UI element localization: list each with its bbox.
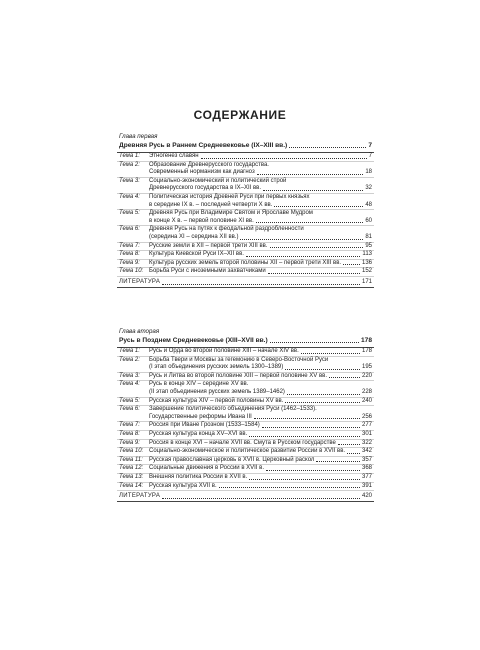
dot-leader (219, 487, 360, 488)
toc-entry (117, 357, 374, 373)
topic-title-text: Современный норманизм как диагноз (149, 169, 255, 176)
page-heading: СОДЕРЖАНИЕ (193, 108, 287, 122)
dot-leader (257, 174, 364, 175)
chapter-section (117, 133, 374, 288)
topic-title-line (149, 422, 372, 430)
toc-entry (117, 483, 374, 492)
topic-title-text: Этногенез славян (149, 153, 199, 159)
chapter-section (117, 328, 374, 502)
topic-page-number: 7 (368, 153, 372, 159)
topic-title-line (149, 457, 372, 465)
topic-title-line (149, 202, 372, 210)
topic-title-text: Русь и Орда во второй половине XIII – начале XIV вв. (149, 348, 299, 354)
chapter-label: Глава первая (119, 133, 158, 140)
topic-number: Тема 6: (119, 406, 140, 413)
topic-number: Тема 3: (119, 372, 140, 379)
topic-number: Тема 6: (119, 226, 140, 233)
topic-title-line (149, 440, 372, 448)
chapter-title: Русь в Позднем Средневековье (XIII–XVII вв.) (119, 337, 268, 344)
topic-title-line (149, 169, 372, 177)
topic-title-line (149, 348, 372, 356)
dot-leader (254, 418, 360, 419)
topic-title-line (149, 373, 372, 381)
topic-title-text: Россия в конце XVI – начале XVII вв. Смута в Русском государстве (149, 439, 336, 446)
dot-leader (263, 190, 363, 191)
topic-number: Тема 1: (119, 348, 140, 354)
topic-title-line (149, 448, 372, 456)
topic-title-text: Социальные движения в России в XVII в. (149, 465, 265, 472)
literature-page-number: 171 (361, 278, 372, 285)
literature-row (117, 278, 374, 288)
toc-entry (117, 243, 374, 252)
topic-page-number: 32 (365, 185, 372, 192)
toc-entry (117, 162, 374, 178)
topic-title-text: Культура русских земель второй половины XII – первой трети XIII вв. (149, 259, 342, 266)
toc-entry (117, 440, 374, 449)
literature-row (117, 492, 374, 502)
topic-title-text: Русская культура конца XV–XVI вв. (149, 430, 248, 437)
topic-title-line (149, 153, 372, 161)
topic-number: Тема 9: (119, 439, 140, 446)
topic-page-number: 178 (361, 348, 372, 354)
toc-entry (117, 422, 374, 431)
topic-title (149, 357, 372, 372)
topic-title (149, 268, 372, 276)
topic-title-line (149, 364, 372, 372)
topic-title (149, 178, 372, 193)
dot-leader (270, 342, 359, 343)
dot-leader (347, 453, 360, 454)
topic-page-number: 48 (365, 201, 372, 208)
chapter-title-row (117, 141, 374, 153)
topic-title-text: Русская православная церковь в XVII в. Церковный раскол (149, 456, 315, 463)
dot-leader (285, 369, 360, 370)
toc-entry (117, 251, 374, 260)
topic-title (149, 381, 372, 396)
dot-leader (274, 206, 363, 207)
toc-entry (117, 260, 374, 269)
topic-title-text: Русь и Литва во второй половине XIII – первой половине XV вв. (149, 372, 328, 379)
topic-title-text: Русская культура XVII в. (149, 482, 217, 489)
dot-leader (301, 353, 360, 354)
topic-page-number: 357 (361, 456, 372, 463)
topic-page-number: 81 (365, 233, 372, 240)
literature-label: ЛИТЕРАТУРА (119, 493, 161, 500)
topic-number: Тема 11: (119, 456, 143, 463)
topic-title-text: Русская культура XIV – первой половины XV вв. (149, 397, 284, 404)
topic-title-line (149, 389, 372, 397)
topic-title-text: Борьба Руси с иноземными захватчиками (149, 268, 266, 275)
topic-title-text: Социально-экономический и политический строй (149, 177, 287, 184)
toc-entry (117, 465, 374, 474)
topic-number: Тема 7: (119, 242, 140, 249)
topic-page-number: 368 (361, 465, 372, 472)
toc-entry (117, 448, 374, 457)
topic-number: Тема 1: (119, 153, 140, 159)
toc-entry (117, 373, 374, 382)
dot-leader (329, 377, 360, 378)
topic-title-line (149, 185, 372, 193)
topic-title-text: в конце X в. – первой половине XI вв. (149, 217, 254, 224)
topic-title (149, 153, 372, 161)
topic-title (149, 422, 372, 430)
topic-title (149, 373, 372, 381)
topic-title-line (149, 210, 372, 218)
dot-leader (338, 444, 360, 445)
topic-page-number: 220 (361, 372, 372, 379)
topic-title (149, 194, 372, 209)
topic-page-number: 136 (361, 259, 372, 266)
toc-entry (117, 226, 374, 242)
topic-page-number: 228 (361, 388, 372, 395)
topic-title (149, 440, 372, 448)
topic-title (149, 260, 372, 268)
topic-title-line (149, 268, 372, 276)
topic-number: Тема 14: (119, 482, 144, 489)
topic-number: Тема 7: (119, 422, 140, 429)
topic-title-line (149, 234, 372, 242)
topic-title-text: Государственные реформы Ивана III (149, 413, 252, 420)
topic-title-line (149, 483, 372, 491)
topic-page-number: 240 (361, 397, 372, 404)
chapter-page-number: 7 (368, 142, 372, 149)
dot-leader (201, 158, 367, 159)
topic-title-line (149, 251, 372, 259)
topic-title-text: Древняя Русь при Владимире Святом и Ярославе Мудром (149, 210, 313, 217)
dot-leader (268, 273, 360, 274)
topic-page-number: 18 (365, 169, 372, 176)
dot-leader (262, 427, 360, 428)
topic-page-number: 60 (365, 217, 372, 224)
topic-title-line (149, 357, 372, 365)
topic-number: Тема 10: (119, 448, 144, 455)
dot-leader (270, 247, 364, 248)
topic-page-number: 95 (365, 242, 372, 249)
topic-title-line (149, 474, 372, 482)
topic-number: Тема 8: (119, 430, 140, 437)
topic-title (149, 251, 372, 259)
topic-number: Тема 3: (119, 177, 140, 184)
topic-title-text: Древнерусского государства в IX–XII вв. (149, 185, 262, 192)
toc-entry (117, 194, 374, 210)
toc-entry (117, 268, 374, 277)
topic-page-number: 152 (361, 268, 372, 275)
topic-title-line (149, 243, 372, 251)
topic-title-text: (I этап объединения русских земель 1300–1389) (149, 364, 284, 371)
dot-leader (316, 461, 360, 462)
topic-title-text: (II этап объединения русских земель 1389–1462) (149, 388, 285, 395)
topic-title-text: Завершение политического объединения Руси (1462–1533). (149, 406, 317, 413)
literature-page-number: 420 (361, 493, 372, 500)
topic-title-text: Русь в конце XIV – середине XV вв. (149, 381, 249, 388)
topic-page-number: 301 (361, 430, 372, 437)
dot-leader (343, 264, 360, 265)
topic-title-text: Борьба Твери и Москвы за гегемонию в Северо-Восточной Руси (149, 356, 329, 363)
topic-title-text: Образование Древнерусского государства. (149, 161, 269, 168)
topic-title-text: Россия при Иване Грозном (1533–1584) (149, 422, 260, 429)
topic-title (149, 431, 372, 439)
topic-title (149, 348, 372, 356)
topic-number: Тема 4: (119, 381, 140, 388)
topic-title-line (149, 431, 372, 439)
topic-title (149, 162, 372, 177)
topic-number: Тема 12: (119, 465, 144, 472)
dot-leader (249, 436, 360, 437)
topic-number: Тема 5: (119, 397, 140, 404)
dot-leader (162, 284, 360, 285)
dot-leader (285, 402, 360, 403)
toc-entry (117, 431, 374, 440)
toc-entry (117, 178, 374, 194)
topic-title (149, 226, 372, 241)
topic-page-number: 377 (361, 473, 372, 480)
topic-number: Тема 2: (119, 161, 140, 168)
topic-title-line (149, 398, 372, 406)
topic-title-text: Древняя Русь на путях к феодальной раздробленности (149, 226, 304, 233)
dot-leader (289, 147, 366, 148)
toc-entry (117, 381, 374, 397)
topic-page-number: 342 (361, 448, 372, 455)
topic-number: Тема 4: (119, 193, 140, 200)
topic-number: Тема 10: (119, 268, 144, 275)
dot-leader (266, 470, 360, 471)
topic-title-line (149, 465, 372, 473)
topic-title-text: Социально-экономическое и политическое развитие России в XVII вв. (149, 448, 346, 455)
topic-number: Тема 5: (119, 210, 140, 217)
dot-leader (249, 479, 360, 480)
dot-leader (240, 239, 363, 240)
topic-page-number: 391 (361, 482, 372, 489)
topic-title (149, 243, 372, 251)
topic-title (149, 483, 372, 491)
dot-leader (287, 394, 360, 395)
topic-title-line (149, 381, 372, 389)
chapter-title: Древняя Русь в Раннем Средневековье (IX–XIII вв.) (119, 142, 288, 149)
toc-entry (117, 457, 374, 466)
topic-title-text: Русские земли в XII – первой трети XIII вв. (149, 242, 268, 249)
topic-title (149, 474, 372, 482)
topic-title-line (149, 178, 372, 186)
topic-number: Тема 8: (119, 251, 140, 258)
toc-entry (117, 398, 374, 407)
topic-title (149, 210, 372, 225)
topic-title (149, 457, 372, 465)
topic-title-text: Политическая история Древней Руси при первых князьях (149, 193, 310, 200)
toc-entry (117, 348, 374, 357)
chapter-label: Глава вторая (119, 328, 160, 335)
topic-title (149, 398, 372, 406)
topic-title (149, 406, 372, 421)
dot-leader (162, 498, 360, 499)
topic-title-line (149, 226, 372, 234)
topic-page-number: 322 (361, 439, 372, 446)
chapter-page-number: 178 (360, 337, 372, 344)
topic-title-line (149, 406, 372, 414)
topic-title-line (149, 218, 372, 226)
topic-title-line (149, 194, 372, 202)
literature-label: ЛИТЕРАТУРА (119, 278, 161, 285)
topic-title-text: (середина XI – середина XII вв.) (149, 233, 239, 240)
topic-title-text: Культура Киевской Руси IX–XII вв. (149, 251, 244, 258)
toc-entry (117, 153, 374, 162)
topic-page-number: 277 (361, 422, 372, 429)
toc-entry (117, 474, 374, 483)
topic-page-number: 256 (361, 413, 372, 420)
topic-title (149, 448, 372, 456)
dot-leader (246, 256, 360, 257)
topic-title-text: Внешняя политика России в XVII в. (149, 473, 248, 480)
topic-number: Тема 2: (119, 356, 140, 363)
toc-entry (117, 210, 374, 226)
topic-title-line (149, 414, 372, 422)
topic-page-number: 195 (361, 364, 372, 371)
toc-entry (117, 406, 374, 422)
chapter-title-row (117, 336, 374, 348)
topic-title-text: в середине IX в. – последней четверти X вв. (149, 201, 273, 208)
dot-leader (256, 222, 364, 223)
topic-number: Тема 9: (119, 259, 140, 266)
topic-number: Тема 13: (119, 473, 144, 480)
topic-title-line (149, 260, 372, 268)
topic-title (149, 465, 372, 473)
topic-page-number: 113 (362, 251, 372, 258)
